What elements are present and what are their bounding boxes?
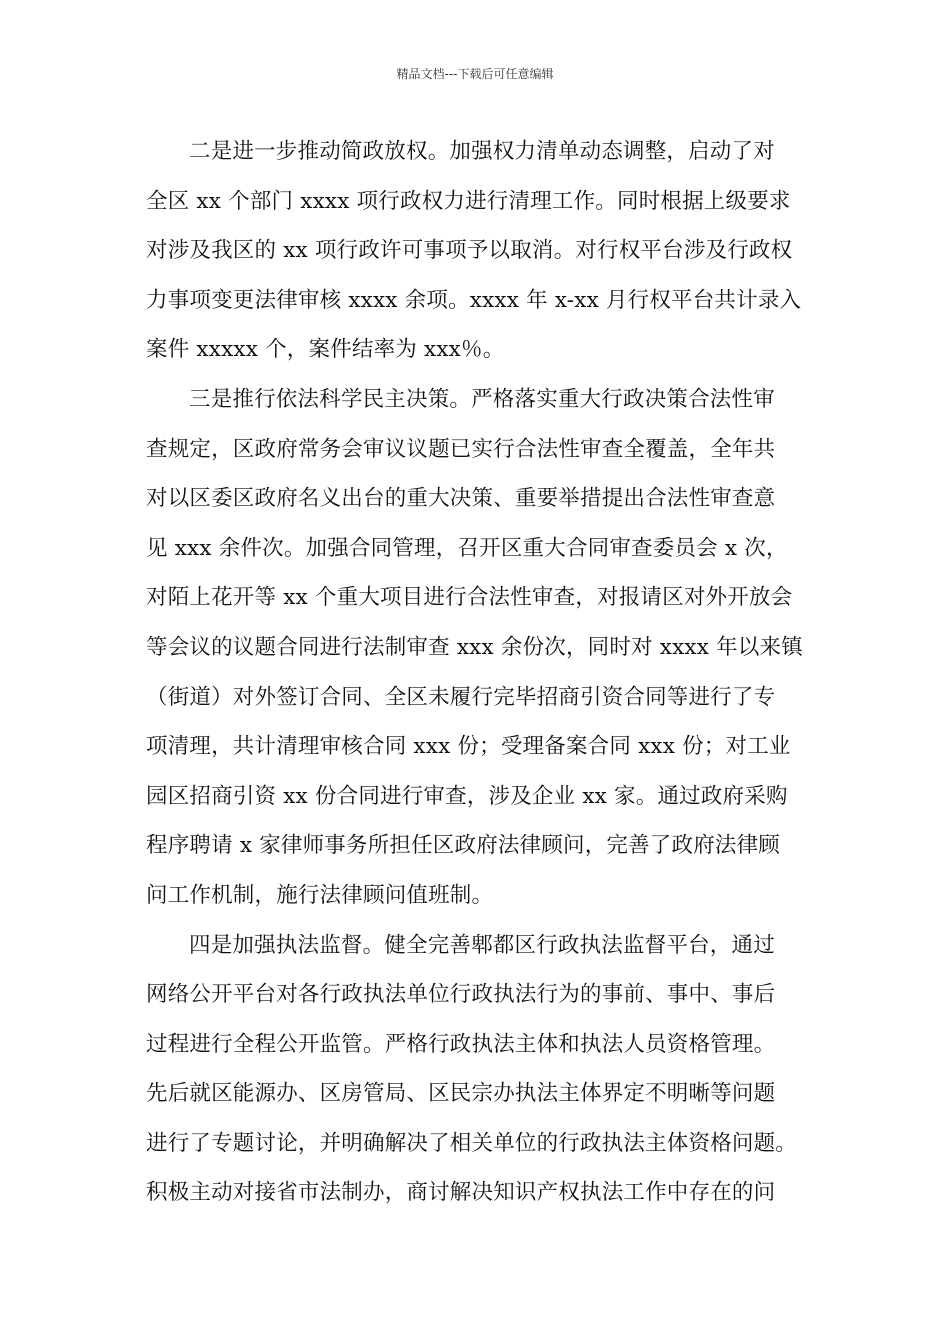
- text-line: 积极主动对接省市法制办，商讨解决知识产权执法工作中存在的问: [146, 1180, 776, 1206]
- text-line: 问工作机制，施行法律顾问值班制。: [146, 882, 494, 908]
- text-line: 对陌上花开等 xx 个重大项目进行合法性审查，对报请区对外开放会: [146, 585, 793, 611]
- text-line: 二是进一步推动简政放权。加强权力清单动态调整，启动了对: [189, 139, 775, 164]
- page-header: 精品文档---下载后可任意编辑: [396, 67, 554, 81]
- text-line: 过程进行全程公开监管。严格行政执法主体和执法人员资格管理。: [146, 1031, 776, 1057]
- text-line: 查规定，区政府常务会审议议题已实行合法性审查全覆盖，全年共: [146, 436, 776, 462]
- text-line: 等会议的议题合同进行法制审查 xxx 余份次，同时对 xxxx 年以来镇: [146, 634, 803, 660]
- paragraph-decision-making: [146, 380, 806, 926]
- text-line: 园区招商引资 xx 份合同进行审查，涉及企业 xx 家。通过政府采购: [146, 783, 788, 809]
- text-line: 四是加强执法监督。健全完善郫都区行政执法监督平台，通过: [189, 932, 775, 958]
- text-line: 三是推行依法科学民主决策。严格落实重大行政决策合法性审: [189, 386, 775, 412]
- text-line: 进行了专题讨论，并明确解决了相关单位的行政执法主体资格问题。: [146, 1130, 798, 1156]
- document-body: [146, 132, 806, 1223]
- text-line: 全区 xx 个部门 xxxx 项行政权力进行清理工作。同时根据上级要求: [146, 188, 791, 214]
- text-line: 网络公开平台对各行政执法单位行政执法行为的事前、事中、事后: [146, 982, 776, 1008]
- paragraph-enforcement-supervision: [146, 926, 806, 1224]
- text-line: 力事项变更法律审核 xxxx 余项。xxxx 年 x-xx 月行权平台共计录入: [146, 287, 802, 313]
- text-line: 案件 xxxxx 个，案件结率为 xxx％。: [146, 337, 505, 363]
- text-line: （街道）对外签订合同、全区未履行完毕招商引资合同等进行了专: [146, 684, 776, 710]
- text-line: 先后就区能源办、区房管局、区民宗办执法主体界定不明晰等问题: [146, 1081, 776, 1107]
- text-line: 对以区委区政府名义出台的重大决策、重要举措提出合法性审查意: [146, 486, 776, 512]
- text-line: 项清理，共计清理审核合同 xxx 份；受理备案合同 xxx 份；对工业: [146, 734, 791, 760]
- paragraph-streamlining: [146, 132, 806, 380]
- text-line: 对涉及我区的 xx 项行政许可事项予以取消。对行权平台涉及行政权: [146, 238, 793, 264]
- text-line: 程序聘请 x 家律师事务所担任区政府法律顾问，完善了政府法律顾: [146, 833, 780, 859]
- text-line: 见 xxx 余件次。加强合同管理，召开区重大合同审查委员会 x 次，: [146, 535, 788, 561]
